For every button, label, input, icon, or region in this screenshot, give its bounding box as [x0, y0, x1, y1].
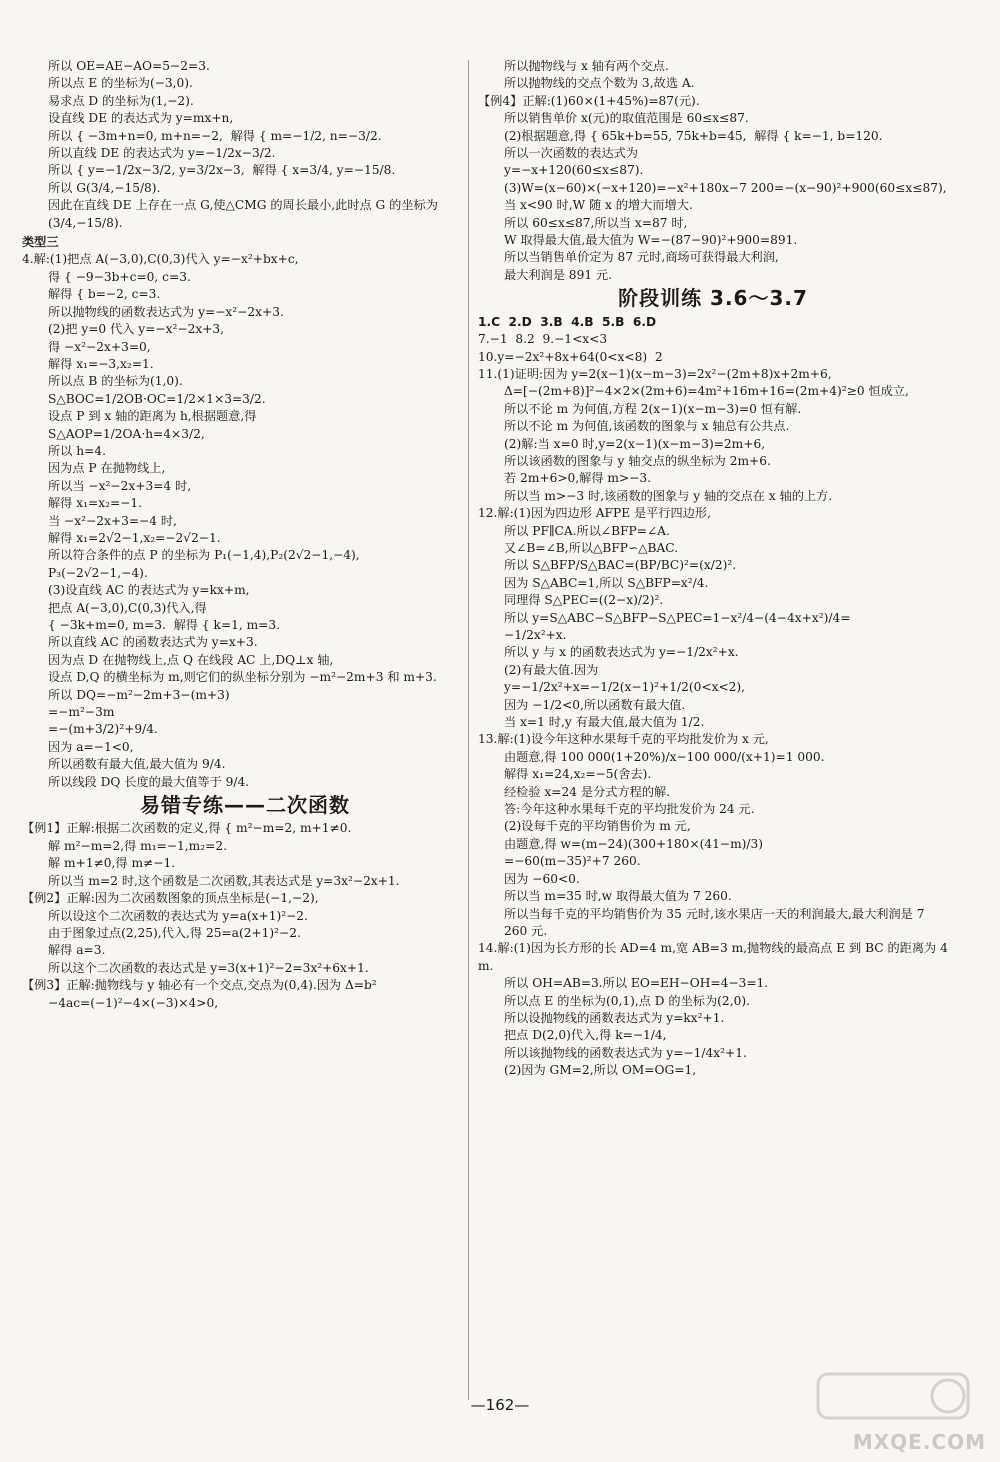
text-line: 【例4】正解:(1)60×(1+45%)=87(元).	[478, 93, 700, 108]
text-line: 所以 h=4.	[48, 443, 106, 458]
text-line: 所以 60≤x≤87,所以当 x=87 时,	[504, 215, 688, 230]
right-lines	[478, 58, 948, 284]
text-line: 1.C 2.D 3.B 4.B 5.B 6.D	[478, 314, 657, 329]
text-line: 12.解:(1)因为四边形 AFPE 是平行四边形,	[478, 506, 711, 521]
right-column	[478, 58, 952, 1080]
text-line: 所以抛物线的交点个数为 3,故选 A.	[504, 76, 695, 91]
text-line: 设点 P 到 x 轴的距离为 h,根据题意,得	[48, 409, 257, 424]
text-line: 解 m²−m=2,得 m₁=−1,m₂=2.	[48, 838, 227, 853]
text-line: S△AOP=1/2OA·h=4×3/2,	[48, 426, 205, 441]
text-line: 得 −x²−2x+3=0,	[48, 339, 151, 354]
text-line: 所以点 E 的坐标为(−3,0).	[48, 76, 193, 91]
text-line: 所以不论 m 为何值,该函数的图象与 x 轴总有公共点.	[504, 419, 790, 434]
text-line: −1/2x²+x.	[504, 628, 567, 642]
text-line: 答:今年这种水果每千克的平均批发价为 24 元.	[504, 802, 755, 817]
text-line: 13.解:(1)设今年这种水果每千克的平均批发价为 x 元,	[478, 732, 769, 747]
text-line: 所以 { −3m+n=0, m+n=−2, 解得 { m=−1/2, n=−3/2.	[48, 128, 382, 143]
text-line: 10.y=−2x²+8x+64(0<x<8) 2	[478, 349, 663, 364]
text-line: W 取得最大值,最大值为 W=−(87−90)²+900=891.	[504, 233, 798, 248]
text-line: (2)有最大值.因为	[504, 662, 599, 677]
text-line: 把点 D(2,0)代入,得 k=−1/4,	[504, 1028, 667, 1043]
text-line: 所以一次函数的表达式为	[504, 146, 639, 161]
text-line: 因为 S△ABC=1,所以 S△BFP=x²/4.	[504, 575, 709, 590]
text-line: =−60(m−35)²+7 260.	[504, 854, 641, 869]
text-line: 解得 a=3.	[48, 943, 106, 958]
text-line: 所以线段 DQ 长度的最大值等于 9/4.	[48, 774, 250, 789]
text-line: 所以当销售单价定为 87 元时,商场可获得最大利润,	[504, 250, 779, 265]
text-line: 所以 PF∥CA.所以∠BFP=∠A.	[504, 523, 670, 538]
text-line: 所以直线 DE 的表达式为 y=−1/2x−3/2.	[48, 146, 276, 161]
text-line: 设直线 DE 的表达式为 y=mx+n,	[48, 111, 234, 126]
left-lines	[22, 58, 468, 791]
text-line: (2)设每千克的平均销售价为 m 元,	[504, 819, 691, 834]
text-line: 所以这个二次函数的表达式是 y=3(x+1)²−2=3x²+6x+1.	[48, 960, 369, 975]
text-line: 易求点 D 的坐标为(1,−2).	[48, 93, 194, 108]
text-line: 所以 G(3/4,−15/8).	[48, 180, 161, 195]
text-line: (2)把 y=0 代入 y=−x²−2x+3,	[48, 322, 225, 337]
text-line: 【例2】正解:因为二次函数图象的顶点坐标是(−1,−2),	[22, 891, 319, 906]
column-divider	[468, 60, 469, 1400]
text-line: 所以 y=S△ABC−S△BFP−S△PEC=1−x²/4−(4−4x+x²)/4=	[504, 610, 851, 625]
page-number: —162—	[470, 1396, 530, 1414]
text-line: 又∠B=∠B,所以△BFP∽△BAC.	[504, 540, 679, 555]
text-line: 解得 { b=−2, c=3.	[48, 287, 161, 302]
text-line: 所以当 m>−3 时,该函数的图象与 y 轴的交点在 x 轴的上方.	[504, 488, 833, 503]
text-line: y=−1/2x²+x=−1/2(x−1)²+1/2(0<x<2),	[504, 680, 746, 695]
text-line: 所以抛物线的函数表达式为 y=−x²−2x+3.	[48, 304, 284, 319]
text-line: 因为点 P 在抛物线上,	[48, 461, 166, 476]
text-line: 所以当 −x²−2x+3=4 时,	[48, 478, 192, 493]
text-line: 经检验 x=24 是分式方程的解.	[504, 784, 671, 799]
text-line: (2)解:当 x=0 时,y=2(x−1)(x−m−3)=2m+6,	[504, 436, 766, 451]
text-line: 4.解:(1)把点 A(−3,0),C(0,3)代入 y=−x²+bx+c,	[22, 252, 299, 267]
text-line: P₃(−2√2−1,−4).	[48, 565, 148, 580]
text-line: 所以 OH=AB=3.所以 EO=EH−OH=4−3=1.	[504, 976, 769, 991]
text-line: (3)W=(x−60)×(−x+120)=−x²+180x−7 200=−(x−90)²+900(60≤x≤87),	[504, 180, 947, 195]
text-line: 当 x<90 时,W 随 x 的增大而增大.	[504, 198, 693, 213]
text-line: 得 { −9−3b+c=0, c=3.	[48, 269, 191, 284]
text-line: 所以设这个二次函数的表达式为 y=a(x+1)²−2.	[48, 908, 308, 923]
text-line: −4ac=(−1)²−4×(−3)×4>0,	[48, 995, 219, 1010]
text-line: { −3k+m=0, m=3. 解得 { k=1, m=3.	[48, 618, 280, 632]
text-line: 所以抛物线与 x 轴有两个交点.	[504, 59, 669, 73]
text-line: 所以 S△BFP/S△BAC=(BP/BC)²=(x/2)².	[504, 558, 737, 573]
text-line: 【例1】正解:根据二次函数的定义,得 { m²−m=2, m+1≠0.	[22, 821, 352, 836]
text-line: 解得 x₁=24,x₂=−5(舍去).	[504, 767, 652, 782]
text-line: 所以该抛物线的函数表达式为 y=−1/4x²+1.	[504, 1045, 747, 1060]
text-line: 最大利润是 891 元.	[504, 267, 613, 282]
text-line: 设点 D,Q 的横坐标为 m,则它们的纵坐标分别为 −m²−2m+3 和 m+3.	[48, 670, 437, 685]
text-line: 所以 OE=AE−AO=5−2=3.	[48, 59, 210, 73]
text-line: (2)根据题意,得 { 65k+b=55, 75k+b=45, 解得 { k=−1, b=120.	[504, 128, 883, 143]
text-line: 由于图象过点(2,25),代入,得 25=a(2+1)²−2.	[48, 925, 301, 940]
text-line: 7.−1 8.2 9.−1<x<3	[478, 332, 608, 347]
text-line: 所以该函数的图象与 y 轴交点的纵坐标为 2m+6.	[504, 453, 771, 468]
text-line: 解 m+1≠0,得 m≠−1.	[48, 856, 176, 871]
text-line: 解得 x₁=−3,x₂=1.	[48, 356, 154, 371]
text-line: 【例3】正解:抛物线与 y 轴必有一个交点,交点为(0,4).因为 Δ=b²	[22, 978, 377, 993]
text-line: 由题意,得 w=(m−24)(300+180×(41−m)/3)	[504, 836, 764, 851]
text-line: 所以当 m=35 时,w 取得最大值为 7 260.	[504, 889, 732, 904]
text-line: 因为 a=−1<0,	[48, 739, 134, 754]
text-line: 所以函数有最大值,最大值为 9/4.	[48, 757, 226, 772]
text-line: Δ=[−(2m+8)]²−4×2×(2m+6)=4m²+16m+16=(2m+4)²≥0 恒成立,	[504, 384, 909, 399]
text-line: 把点 A(−3,0),C(0,3)代入,得	[48, 600, 207, 615]
right-lines-answers	[478, 314, 952, 1080]
text-line: 因为 −1/2<0,所以函数有最大值.	[504, 697, 686, 712]
text-line: 所以销售单价 x(元)的取值范围是 60≤x≤87.	[504, 111, 749, 126]
left-column	[22, 58, 468, 1012]
text-line: 所以 DQ=−m²−2m+3−(m+3)	[48, 687, 230, 702]
text-line: 类型三	[22, 235, 59, 250]
text-line: 所以符合条件的点 P 的坐标为 P₁(−1,4),P₂(2√2−1,−4),	[48, 548, 360, 563]
watermark-text: MXQE.COM	[852, 1430, 986, 1454]
left-lines-examples	[22, 820, 468, 1011]
text-line: 当 −x²−2x+3=−4 时,	[48, 513, 177, 528]
section-title-stage-training: 阶段训练 3.6～3.7	[618, 286, 808, 311]
text-line: =−(m+3/2)²+9/4.	[48, 722, 158, 737]
text-line: 所以当 m=2 时,这个函数是二次函数,其表达式是 y=3x²−2x+1.	[48, 873, 400, 888]
text-line: 因为 −60<0.	[504, 871, 580, 886]
text-line: 所以设抛物线的函数表达式为 y=kx²+1.	[504, 1010, 725, 1025]
text-line: y=−x+120(60≤x≤87).	[504, 163, 644, 178]
text-line: 14.解:(1)因为长方形的长 AD=4 m,宽 AB=3 m,抛物线的最高点 E 到 BC 的距离为 4 m.	[478, 941, 952, 973]
text-line: 所以当每千克的平均销售价为 35 元时,该水果店一天的利润最大,最大利润是 7 260 元.	[504, 906, 929, 938]
text-line: (3)设直线 AC 的表达式为 y=kx+m,	[48, 583, 250, 598]
text-line: 解得 x₁=2√2−1,x₂=−2√2−1.	[48, 530, 221, 545]
text-line: 所以点 E 的坐标为(0,1),点 D 的坐标为(2,0).	[504, 993, 750, 1008]
text-line: =−m²−3m	[48, 705, 115, 720]
text-line: 因此在直线 DE 上存在一点 G,使△CMG 的周长最小,此时点 G 的坐标为(3/4,−15/8).	[48, 198, 438, 230]
text-line: S△BOC=1/2OB·OC=1/2×1×3=3/2.	[48, 391, 266, 406]
text-line: 所以点 B 的坐标为(1,0).	[48, 374, 183, 389]
section-title-mistakes: 易错专练——二次函数	[140, 793, 350, 818]
text-line: 解得 x₁=x₂=−1.	[48, 496, 143, 511]
text-line: 11.(1)证明:因为 y=2(x−1)(x−m−3)=2x²−(2m+8)x+2m+6,	[478, 366, 832, 381]
text-line: 所以 y 与 x 的函数表达式为 y=−1/2x²+x.	[504, 645, 739, 660]
text-line: 所以不论 m 为何值,方程 2(x−1)(x−m−3)=0 恒有解.	[504, 401, 802, 416]
text-line: 因为点 D 在抛物线上,点 Q 在线段 AC 上,DQ⊥x 轴,	[48, 652, 334, 667]
text-line: 由题意,得 100 000(1+20%)/x−100 000/(x+1)=1 000.	[504, 749, 825, 764]
text-line: 同理得 S△PEC=((2−x)/2)².	[504, 593, 664, 608]
text-line: 若 2m+6>0,解得 m>−3.	[504, 471, 652, 486]
text-line: 当 x=1 时,y 有最大值,最大值为 1/2.	[504, 715, 705, 730]
text-line: 所以直线 AC 的函数表达式为 y=x+3.	[48, 635, 258, 650]
text-line: 所以 { y=−1/2x−3/2, y=3/2x−3, 解得 { x=3/4, y=−15/8.	[48, 163, 396, 178]
text-line: (2)因为 GM=2,所以 OM=OG=1,	[504, 1063, 697, 1078]
